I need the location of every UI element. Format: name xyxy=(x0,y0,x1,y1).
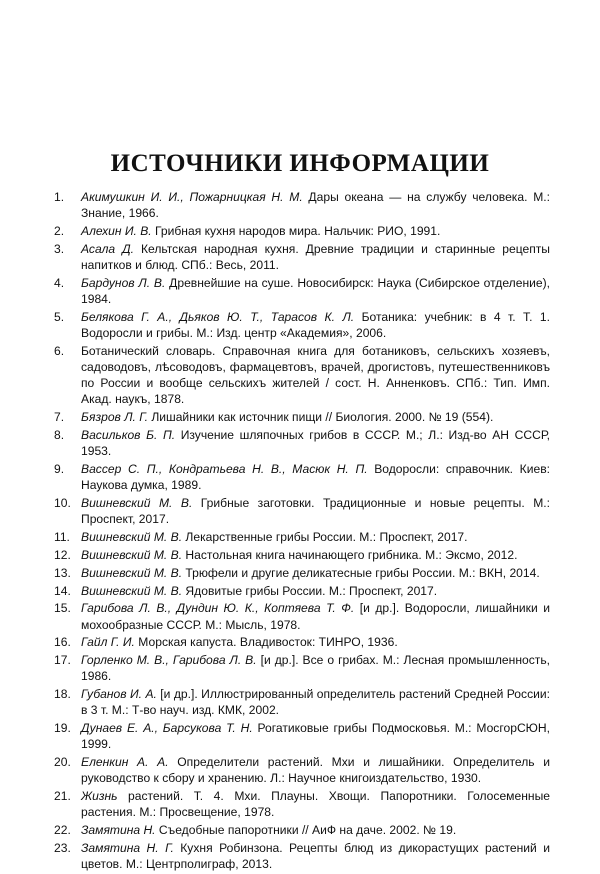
reference-text xyxy=(81,189,550,221)
reference-details: Настольная книга начинающего грибника. М.: Эксмо, 2012. xyxy=(182,547,518,562)
reference-item xyxy=(54,223,550,239)
reference-author: Дунаев Е. А., Барсукова Т. Н. xyxy=(81,721,253,736)
reference-author: Вишневский М. В. xyxy=(81,547,183,562)
reference-author: Вишневский М. В. xyxy=(81,565,183,580)
reference-item xyxy=(54,529,550,545)
reference-number: 10. xyxy=(54,495,71,510)
reference-item xyxy=(54,565,550,581)
reference-item xyxy=(54,427,550,459)
reference-details: Трюфели и другие деликатесные грибы России. М.: ВКН, 2014. xyxy=(182,565,540,580)
reference-text xyxy=(81,565,550,581)
reference-item xyxy=(54,461,550,493)
reference-details: Изучение шляпочных грибов в СССР. М.; Л.: Изд-во АН СССР, 1953. xyxy=(81,427,550,458)
reference-details: Лекарственные грибы России. М.: Проспект, 2017. xyxy=(182,529,468,544)
reference-number: 6. xyxy=(54,343,65,358)
reference-author: Бязров Л. Г. xyxy=(81,410,148,424)
reference-item xyxy=(54,686,550,718)
reference-list xyxy=(54,189,550,874)
reference-author: Гарибова Л. В., Дундин Ю. К., Коптяева Т. Ф. xyxy=(81,601,355,616)
reference-item xyxy=(54,840,550,872)
reference-details: Съедобные папоротники // АиФ на даче. 2002. № 19. xyxy=(155,823,457,838)
reference-text xyxy=(81,343,550,407)
reference-text xyxy=(81,409,550,425)
reference-details: Ядовитые грибы России. М.: Проспект, 2017. xyxy=(182,583,438,598)
reference-text xyxy=(81,822,550,838)
reference-details: растений. Т. 4. Мхи. Плауны. Хвощи. Папоротники. Голосеменные растения. М.: Просвещение, 1978. xyxy=(81,789,550,820)
reference-details: [и др.]. Иллюстрированный определитель растений Средней России: в 3 т. М.: Т-во науч. изд. КМК, 2002. xyxy=(81,687,550,718)
reference-item xyxy=(54,189,550,221)
reference-item xyxy=(54,547,550,563)
reference-text xyxy=(81,241,550,273)
reference-text xyxy=(81,495,550,527)
reference-author: Вишневский М. В. xyxy=(81,583,183,598)
reference-item xyxy=(54,652,550,684)
reference-details: Ботаника: учебник: в 4 т. Т. 1. Водоросли и грибы. М.: Изд. центр «Академия», 2006. xyxy=(81,309,550,340)
reference-details: Определители растений. Мхи и лишайники. Определитель и руководство к сбору и хранению. Л.: Научное книгоиздательство, 1930. xyxy=(81,755,551,786)
reference-item xyxy=(54,600,550,632)
reference-author: Вишневский М. В. xyxy=(81,529,183,544)
reference-text xyxy=(81,788,550,820)
reference-item xyxy=(54,720,550,752)
reference-details: Кухня Робинзона. Рецепты блюд из дикорастущих растений и цветов. М.: Центрполиграф, 2013. xyxy=(81,841,550,872)
reference-details: [и др.]. Все о грибах. М.: Лесная промышленность, 1986. xyxy=(81,653,550,684)
reference-details: Морская капуста. Владивосток: ТИНРО, 1936. xyxy=(134,635,398,650)
reference-number: 23. xyxy=(54,841,71,856)
reference-text xyxy=(81,754,550,786)
reference-number: 4. xyxy=(54,275,65,290)
reference-item xyxy=(54,788,550,820)
reference-author: Белякова Г. А., Дьяков Ю. Т., Тарасов К. Л. xyxy=(81,309,355,324)
reference-number: 9. xyxy=(54,461,65,476)
reference-text xyxy=(81,720,550,752)
reference-number: 5. xyxy=(54,309,65,324)
reference-text xyxy=(81,600,550,632)
reference-author: Акимушкин И. И., Пожарницкая Н. М. xyxy=(81,190,303,204)
reference-item xyxy=(54,241,550,273)
reference-number: 16. xyxy=(54,635,71,650)
reference-item xyxy=(54,409,550,425)
reference-details: [и др.]. Водоросли, лишайники и мохообразные СССР. М.: Мысль, 1978. xyxy=(81,601,550,632)
reference-item xyxy=(54,583,550,599)
reference-text xyxy=(81,583,550,599)
reference-text xyxy=(81,547,550,563)
page-title: ИСТОЧНИКИ ИНФОРМАЦИИ xyxy=(110,150,490,177)
reference-number: 20. xyxy=(54,755,71,770)
reference-details: Древнейшие на суше. Новосибирск: Наука (Сибирское отделение), 1984. xyxy=(81,275,550,306)
reference-item xyxy=(54,495,550,527)
reference-number: 7. xyxy=(54,410,65,424)
reference-author: Гайл Г. И. xyxy=(81,635,135,650)
reference-text xyxy=(81,652,550,684)
reference-item xyxy=(54,275,550,307)
reference-number: 22. xyxy=(54,823,71,838)
reference-number: 2. xyxy=(54,223,65,238)
reference-author: Замятина Н. xyxy=(81,823,156,838)
reference-item xyxy=(54,822,550,838)
reference-text xyxy=(81,634,550,650)
reference-details: Грибная кухня народов мира. Нальчик: РИО, 1991. xyxy=(151,223,441,238)
reference-number: 17. xyxy=(54,653,71,668)
reference-author: Алехин И. В. xyxy=(81,223,152,238)
reference-number: 1. xyxy=(54,190,65,204)
reference-details: Грибные заготовки. Традиционные и новые рецепты. М.: Проспект, 2017. xyxy=(81,495,550,526)
reference-number: 12. xyxy=(54,547,71,562)
reference-details: Водоросли: справочник. Киев: Наукова думка, 1989. xyxy=(81,461,550,492)
reference-details: Ботанический словарь. Справочная книга для ботаниковъ, сельскихъ хозяевъ, садоводовъ, лѣсоводовъ, фармацевтовъ, врачей, дрогистовъ, путешественниковъ по России и вообще сельскихъ жителей / сост. Н. Анненковъ. СПб.: Тип. Имп. Акад. наукъ, 1878. xyxy=(81,343,550,407)
reference-number: 8. xyxy=(54,427,65,442)
reference-author: Асала Д. xyxy=(81,241,134,256)
reference-item xyxy=(54,309,550,341)
reference-item xyxy=(54,754,550,786)
reference-text xyxy=(81,427,550,459)
reference-text xyxy=(81,840,550,872)
reference-details: Кельтская народная кухня. Древние традиции и старинные рецепты напитков и блюд. СПб.: Весь, 2011. xyxy=(81,241,551,272)
reference-text xyxy=(81,529,550,545)
reference-number: 11. xyxy=(54,529,70,544)
reference-item xyxy=(54,343,550,407)
reference-author: Горленко М. В., Гарибова Л. В. xyxy=(81,653,257,668)
reference-text xyxy=(81,686,550,718)
reference-number: 18. xyxy=(54,687,71,702)
reference-author: Бардунов Л. В. xyxy=(81,275,166,290)
reference-author: Вишневский М. В. xyxy=(81,495,193,510)
reference-number: 14. xyxy=(54,583,71,598)
reference-author: Васильков Б. П. xyxy=(81,427,176,442)
reference-author: Жизнь xyxy=(81,789,118,804)
reference-author: Еленкин А. А. xyxy=(81,755,169,770)
reference-number: 19. xyxy=(54,721,71,736)
reference-text xyxy=(81,309,550,341)
reference-author: Вассер С. П., Кондратьева Н. В., Масюк Н. П. xyxy=(81,461,368,476)
reference-author: Губанов И. А. xyxy=(81,687,157,702)
reference-author: Замятина Н. Г. xyxy=(81,841,174,856)
reference-text xyxy=(81,223,550,239)
reference-number: 3. xyxy=(54,241,65,256)
reference-number: 21. xyxy=(54,789,71,804)
reference-details: Лишайники как источник пищи // Биология. 2000. № 19 (554). xyxy=(147,410,494,424)
reference-text xyxy=(81,275,550,307)
reference-text xyxy=(81,461,550,493)
reference-details: Рогатиковые грибы Подмосковья. М.: МосгорСЮН, 1999. xyxy=(81,721,550,752)
reference-number: 15. xyxy=(54,601,71,616)
reference-number: 13. xyxy=(54,565,71,580)
reference-details: Дары океана — на службу человека. М.: Знание, 1966. xyxy=(81,190,550,221)
reference-item xyxy=(54,634,550,650)
